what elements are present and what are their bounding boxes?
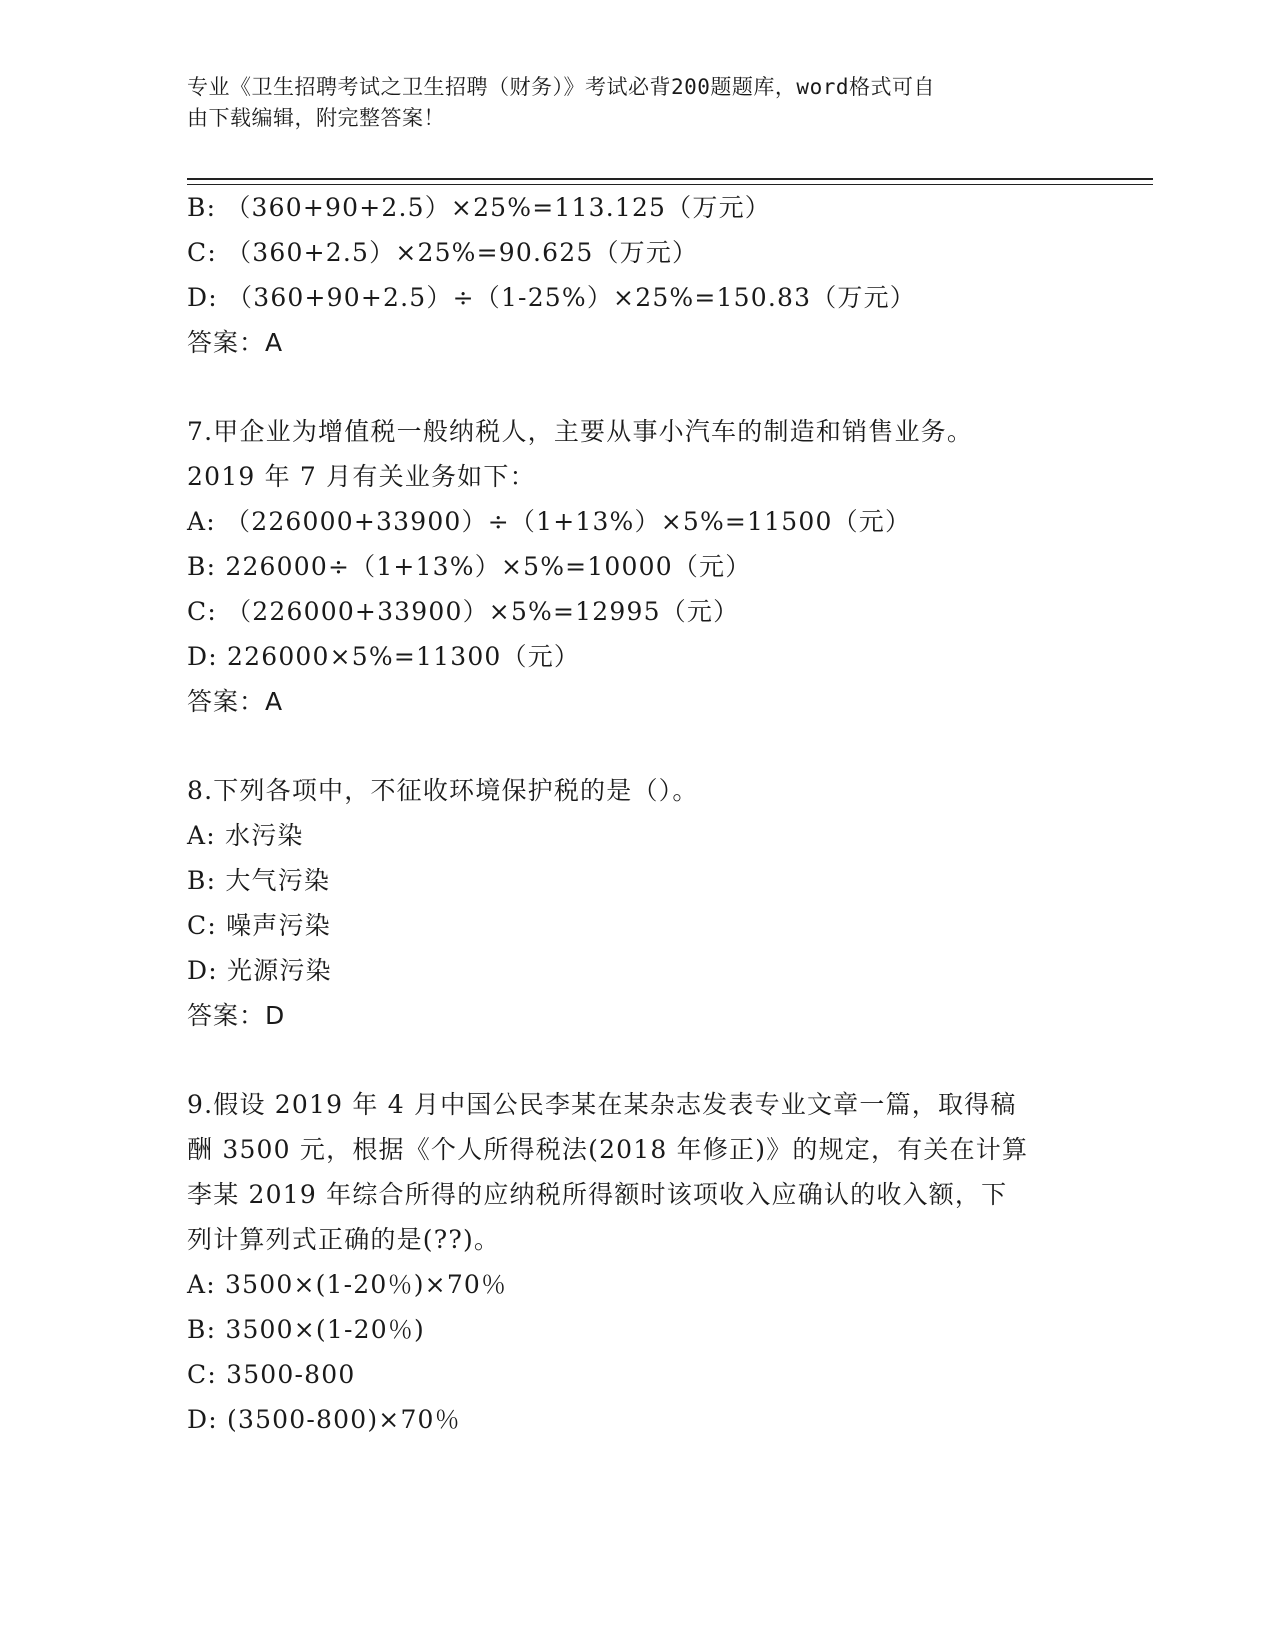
q7-stem-line-2: 2019 年 7 月有关业务如下： — [187, 462, 536, 491]
q9-stem-line-2: 酬 3500 元，根据《个人所得税法(2018 年修正)》的规定，有关在计算 — [187, 1135, 1029, 1164]
q8-answer: 答案：D — [187, 1001, 286, 1030]
q7-option-d: D: 226000×5%=11300（元） — [187, 642, 581, 671]
q8-option-d: D: 光源污染 — [187, 956, 332, 985]
q8-stem: 8.下列各项中，不征收环境保护税的是（）。 — [187, 776, 699, 805]
q7-answer: 答案：A — [187, 687, 284, 716]
q9-stem-line-1: 9.假设 2019 年 4 月中国公民李某在某杂志发表专业文章一篇，取得稿 — [187, 1090, 1017, 1119]
q8-option-b: B: 大气污染 — [187, 866, 331, 895]
q6-option-b: B: （360+90+2.5）×25%=113.125（万元） — [187, 193, 771, 222]
q9-stem-line-4: 列计算列式正确的是(??)。 — [187, 1225, 501, 1254]
q9-option-b: B: 3500×(1-20％) — [187, 1315, 425, 1344]
q9-option-a: A: 3500×(1-20％)×70％ — [187, 1270, 508, 1299]
document-header — [187, 72, 1067, 134]
q7-option-c: C: （226000+33900）×5%=12995（元） — [187, 597, 740, 626]
q7-option-b: B: 226000÷（1+13%）×5%=10000（元） — [187, 552, 752, 581]
header-title-line-1: 专业《卫生招聘考试之卫生招聘（财务）》考试必背200题题库，word格式可自 — [187, 75, 935, 99]
q6-option-d: D: （360+90+2.5）÷（1-25%）×25%=150.83（万元） — [187, 283, 916, 312]
q6-answer: 答案：A — [187, 328, 284, 357]
q7-stem-line-1: 7.甲企业为增值税一般纳税人，主要从事小汽车的制造和销售业务。 — [187, 417, 974, 446]
header-divider-thick — [187, 178, 1153, 180]
q8-option-c: C: 噪声污染 — [187, 911, 331, 940]
q8-option-a: A: 水污染 — [187, 821, 304, 850]
q9-option-c: C: 3500-800 — [187, 1360, 356, 1389]
q6-option-c: C: （360+2.5）×25%=90.625（万元） — [187, 238, 699, 267]
q9-stem-line-3: 李某 2019 年综合所得的应纳税所得额时该项收入应确认的收入额，下 — [187, 1180, 1008, 1209]
header-title-line-2: 由下载编辑，附完整答案！ — [187, 106, 445, 130]
q9-option-d: D: (3500-800)×70％ — [187, 1405, 461, 1434]
q7-option-a: A: （226000+33900）÷（1+13%）×5%=11500（元） — [187, 507, 912, 536]
header-divider-thin — [187, 184, 1153, 185]
